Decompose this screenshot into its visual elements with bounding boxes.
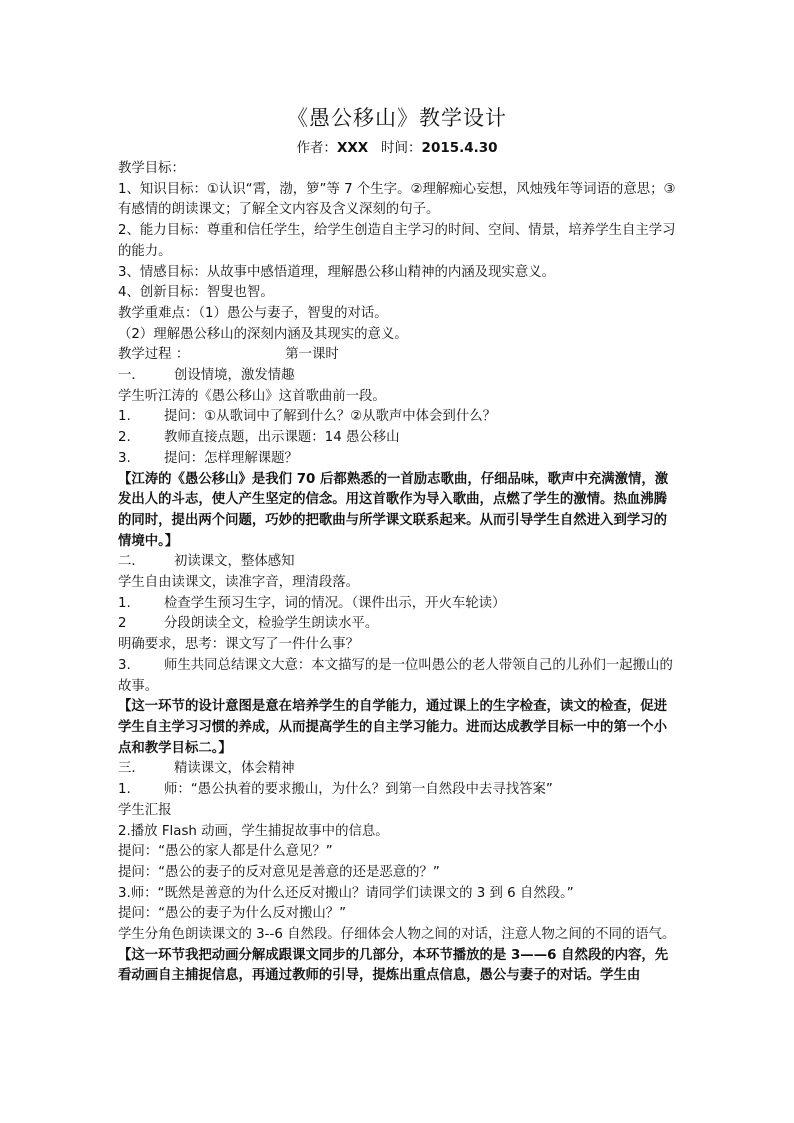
keypoint-2: （2）理解愚公移山的深刻内涵及其现实的意义。 (118, 326, 408, 342)
section-2-item-2 (118, 614, 680, 635)
section-3-item-1-number: 1. (118, 782, 131, 798)
goal-innovation: 4、创新目标：智叟也智。 (118, 285, 274, 301)
document-date: 2015.4.30 (421, 140, 498, 156)
goal-ability: 2、能力目标：尊重和信任学生，给学生创造自主学习的时间、空间、情景，培养学生自主学习的能力。 (118, 223, 676, 259)
author-label: 作者： (296, 140, 337, 156)
lesson-label: 第一课时 (285, 347, 339, 363)
section-3-question-2: 提问：“愚公的妻子的反对意见是善意的还是恶意的？” (118, 864, 440, 880)
keypoint-1: 教学重难点：（1）愚公与妻子，智叟的对话。 (118, 305, 388, 321)
section-2-item-1 (118, 594, 680, 615)
section-1-heading (118, 366, 680, 387)
section-2-note: 【这一环节的设计意图是意在培养学生的自学能力，通过课上的生字检查，读文的检查，促进学生自主学习习惯的养成，从而提高学生的自主学习能力。进而达成教学目标一中的第一个小点和教学目标二。】 (118, 699, 668, 756)
section-1-item-1 (118, 407, 680, 428)
section-1-item-3 (118, 449, 680, 470)
process-label: 教学过程 ： (118, 347, 190, 363)
author-line (0, 138, 794, 158)
section-1-item-2 (118, 428, 680, 449)
document-body (118, 159, 680, 987)
section-2-heading (118, 552, 680, 573)
section-1-item-2-text: 教师直接点题，出示课题：14 愚公移山 (164, 430, 400, 446)
section-1-item-1-text: 提问：①从歌词中了解到什么？②从歌声中体会到什么？ (164, 409, 496, 425)
section-3-number: 三． (118, 761, 145, 777)
section-2-requirement: 明确要求，思考：课文写了一件什么事？ (118, 637, 360, 653)
section-3-heading (118, 759, 680, 780)
section-2-item-3 (118, 656, 680, 697)
section-2-item-3-number: 3. (118, 657, 131, 673)
section-3-title: 精读课文，体会精神 (174, 761, 295, 777)
section-2-item-1-number: 1. (118, 595, 131, 611)
section-1-number: 一． (118, 368, 145, 384)
section-3-item-1-text: 师：“愚公执着的要求搬山，为什么？到第一自然段中去寻找答案” (164, 782, 553, 798)
section-1-item-2-number: 2. (118, 430, 131, 446)
section-3-note: 【这一环节我把动画分解成跟课文同步的几部分，本环节播放的是 3——6 自然段的内容，先看动画自主捕捉信息，再通过教师的引导，提炼出重点信息，愚公与妻子的对话。学生由 (118, 947, 669, 984)
section-1-item-3-number: 3. (118, 450, 131, 466)
section-2-intro: 学生自由读课文，读准字音，理清段落。 (118, 575, 360, 591)
section-3-report: 学生汇报 (118, 802, 172, 818)
section-1-item-3-text: 提问：怎样理解课题？ (164, 450, 298, 466)
goal-knowledge: 1、知识目标：①认识“霄，渤，箩”等 7 个生字。②理解痴心妄想，风烛残年等词语的意思；③有感情的朗读课文；了解全文内容及含义深刻的句子。 (118, 181, 676, 218)
section-3-role-reading: 学生分角色朗读课文的 3--6 自然段。仔细体会人物之间的对话，注意人物之间的不同的语气。 (118, 927, 676, 943)
section-3-teacher-3: 3.师：“既然是善意的为什么还反对搬山？请同学们读课文的 3 到 6 自然段。” (118, 885, 574, 901)
section-2-title: 初读课文，整体感知 (174, 554, 295, 570)
section-3-question-1: 提问：“愚公的家人都是什么意见？” (118, 844, 333, 860)
section-1-intro: 学生听江涛的《愚公移山》这首歌曲前一段。 (118, 388, 386, 404)
process-heading (118, 345, 680, 366)
section-3-play: 2.播放 Flash 动画，学生捕捉故事中的信息。 (118, 823, 389, 839)
section-3-question-3: 提问：“愚公的妻子为什么反对搬山？” (118, 906, 347, 922)
section-2-item-2-text: 分段朗读全文，检验学生朗读水平。 (164, 616, 379, 632)
author-name: XXX (336, 140, 369, 156)
section-1-note: 【江涛的《愚公移山》是我们 70 后都熟悉的一首励志歌曲，仔细品味，歌声中充满激情，激发出人的斗志，使人产生坚定的信念。用这首歌作为导入歌曲，点燃了学生的激情。热血沸腾的同时，提出两个问题，巧妙的把歌曲与所学课文联系起来。从而引导学生自然进入到学习的情境中。】 (118, 471, 669, 549)
section-1-title: 创设情境，激发情趣 (174, 368, 295, 384)
time-label: 时间： (381, 140, 422, 156)
goal-emotion: 3、情感目标：从故事中感悟道理，理解愚公移山精神的内涵及现实意义。 (118, 264, 556, 280)
section-2-number: 二． (118, 554, 145, 570)
section-3-item-1 (118, 780, 680, 801)
goals-heading: 教学目标： (118, 161, 185, 176)
section-2-item-3-text: 师生共同总结课文大意：本文描写的是一位叫愚公的老人带领自己的儿孙们一起搬山的故事。 (118, 657, 673, 694)
section-2-item-2-number: 2 (118, 616, 127, 632)
document-title: 《愚公移山》教学设计 (287, 106, 507, 130)
section-1-item-1-number: 1. (118, 409, 131, 425)
section-2-item-1-text: 检查学生预习生字，词的情况。（课件出示，开火车轮读） (164, 595, 506, 611)
